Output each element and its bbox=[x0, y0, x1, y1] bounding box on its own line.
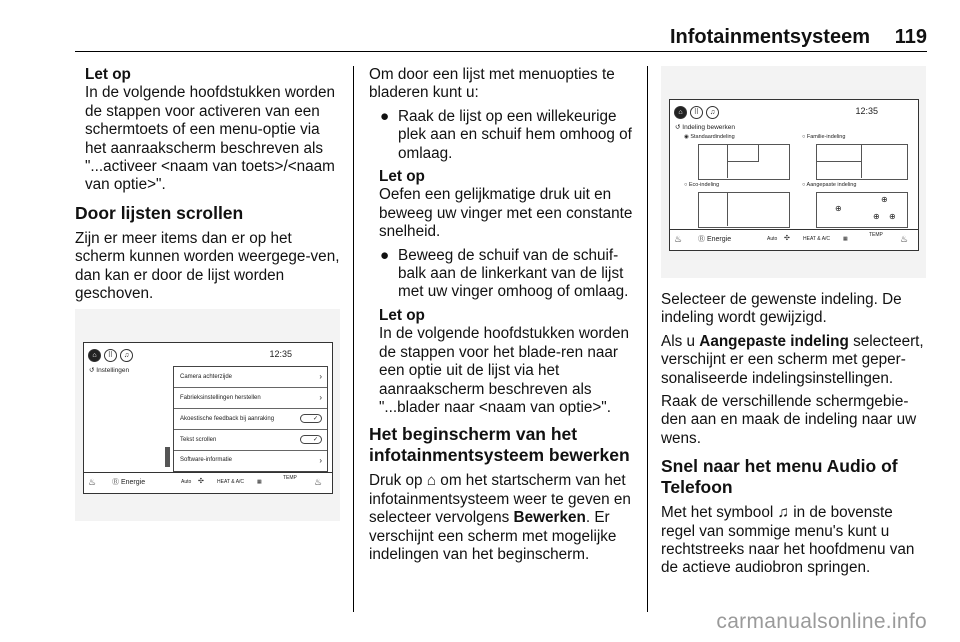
defrost-icon: ▦ bbox=[843, 236, 848, 242]
edit-layout-screen-illustration bbox=[661, 66, 926, 278]
chevron-right-icon: › bbox=[319, 393, 322, 402]
add-icon: ⊕ bbox=[835, 204, 842, 213]
auto-label: Auto bbox=[181, 479, 192, 485]
add-icon: ⊕ bbox=[881, 195, 888, 204]
apps-icon: ⠿ bbox=[104, 349, 117, 362]
column-3 bbox=[661, 291, 929, 578]
energy-label: Ⓡ Energie bbox=[698, 236, 732, 243]
toggle-icon: ✓ bbox=[300, 414, 322, 423]
list-item[interactable]: Tekst scrollen ✓ bbox=[174, 430, 327, 451]
media-icon: ♫ bbox=[120, 349, 133, 362]
apps-icon: ⠿ bbox=[690, 106, 703, 119]
watermark: carmanualsonline.info bbox=[716, 610, 927, 633]
clock: 12:35 bbox=[855, 106, 878, 116]
seat-icon: ♨ bbox=[314, 477, 323, 487]
note-label: Let op bbox=[379, 168, 425, 186]
hvac-label: HEAT & A/C bbox=[803, 236, 831, 242]
column-divider-1 bbox=[353, 66, 354, 612]
header-rule bbox=[75, 51, 927, 52]
seat-icon: ♨ bbox=[900, 234, 909, 244]
chevron-right-icon: › bbox=[319, 372, 322, 381]
temp-label: TEMP bbox=[869, 232, 883, 238]
paragraph: Druk op ⌂ om het startscherm van het infotainmentsysteem weer te geven en selecteer vervolgens Bewerken. Er verschijnt een scherm met mogelijke indelingen van het beginscherm. bbox=[369, 472, 631, 563]
add-icon: ⊕ bbox=[873, 212, 880, 221]
home-icon: ⌂ bbox=[674, 106, 687, 119]
clock: 12:35 bbox=[269, 349, 292, 359]
note-text: Oefen een gelijkmatige druk uit en beweeg uw vinger met een constante snelheid. bbox=[379, 186, 633, 241]
column-divider-2 bbox=[647, 66, 648, 612]
note-text: In de volgende hoofdstukken worden de stappen voor activeren van een schermtoets of een menu-optie via het aanraakscherm beschreven als "...activeer <naam van toets>/<naam van optie>". bbox=[85, 84, 336, 194]
list-item[interactable]: Camera achterzijde › bbox=[174, 367, 327, 388]
section-heading: Door lijsten scrollen bbox=[75, 202, 244, 223]
hvac-label: HEAT & A/C bbox=[217, 479, 245, 485]
note-text: In de volgende hoofdstukken worden de stappen voor het blade-ren naar een optie uit de lijst via het aanraakscherm beschreven als "...blader naar <naam van optie>". bbox=[379, 325, 630, 416]
paragraph: Raak de verschillende schermgebie-den aan en maak de indeling naar uw wens. bbox=[661, 393, 917, 447]
screen-frame bbox=[669, 99, 919, 251]
bullet-item: ● Raak de lijst op een willekeurige plek aan en schuif hem omhoog of omlaag. bbox=[380, 107, 632, 162]
screen-title: ↺ Indeling bewerken bbox=[675, 124, 736, 131]
settings-list bbox=[173, 366, 328, 472]
paragraph: Om door een lijst met menuopties te bladeren kunt u: bbox=[369, 66, 615, 102]
layout-preview[interactable] bbox=[816, 144, 908, 180]
layout-option[interactable]: ○ Familie-indeling bbox=[802, 134, 846, 140]
paragraph: Selecteer de gewenste indeling. De indeling wordt gewijzigd. bbox=[661, 291, 902, 327]
home-icon: ⌂ bbox=[88, 349, 101, 362]
list-item[interactable]: Fabrieksinstellingen herstellen › bbox=[174, 388, 327, 409]
note-label: Let op bbox=[85, 66, 131, 83]
screen-frame bbox=[83, 342, 333, 494]
bottom-bar bbox=[670, 229, 918, 250]
layout-option[interactable]: ◉ Standaardindeling bbox=[684, 134, 735, 140]
seat-icon: ♨ bbox=[674, 234, 683, 244]
column-2 bbox=[369, 66, 635, 564]
section-heading: Het beginscherm van het infotainmentsysteem bewerken bbox=[369, 424, 630, 466]
layout-preview[interactable] bbox=[698, 144, 790, 180]
paragraph: Met het symbool ♫ in de bovenste regel van sommige menu's kunt u rechtstreeks naar het hoofdmenu van de actieve audiobron springen. bbox=[661, 504, 915, 577]
layout-option[interactable]: ○ Aangepaste indeling bbox=[802, 182, 857, 188]
layout-preview[interactable] bbox=[816, 192, 908, 228]
list-item[interactable]: Akoestische feedback bij aanraking ✓ bbox=[174, 409, 327, 430]
energy-label: Ⓡ Energie bbox=[112, 479, 146, 486]
list-item[interactable]: Software-informatie › bbox=[174, 451, 327, 470]
fan-icon: ✣ bbox=[784, 235, 790, 242]
scrollbar-handle[interactable] bbox=[165, 447, 170, 467]
bottom-bar bbox=[84, 472, 332, 493]
defrost-icon: ▦ bbox=[257, 479, 262, 485]
paragraph: Als u Aangepaste indeling selecteert, verschijnt er een scherm met geper-sonaliseerde indelingsinstellingen. bbox=[661, 332, 924, 387]
home-icon: ⌂ bbox=[426, 472, 437, 490]
layout-preview[interactable] bbox=[698, 192, 790, 228]
page-number: 119 bbox=[894, 26, 927, 48]
note-label: Let op bbox=[379, 306, 425, 324]
chevron-right-icon: › bbox=[319, 456, 322, 465]
bullet-item: ● Beweeg de schuif van de schuif-balk aan de linkerkant van de lijst met uw vinger omhoog of omlaag. bbox=[380, 246, 629, 301]
media-icon: ♫ bbox=[706, 106, 719, 119]
settings-screen-illustration bbox=[75, 309, 340, 521]
section-heading: Snel naar het menu Audio of Telefoon bbox=[661, 456, 898, 498]
toggle-icon: ✓ bbox=[300, 435, 322, 444]
layout-option[interactable]: ○ Eco-indeling bbox=[684, 182, 720, 188]
fan-icon: ✣ bbox=[198, 478, 204, 485]
auto-label: Auto bbox=[767, 236, 778, 242]
temp-label: TEMP bbox=[283, 475, 297, 481]
add-icon: ⊕ bbox=[889, 212, 896, 221]
running-header-title: Infotainmentsysteem bbox=[669, 26, 870, 48]
seat-icon: ♨ bbox=[88, 477, 97, 487]
paragraph: Zijn er meer items dan er op het scherm kunnen worden weergege-ven, dan kan er door de lijst worden geschoven. bbox=[75, 229, 340, 303]
screen-title: ↺ Instellingen bbox=[89, 367, 130, 374]
column-1 bbox=[75, 66, 341, 303]
media-icon: ♫ bbox=[777, 504, 789, 522]
